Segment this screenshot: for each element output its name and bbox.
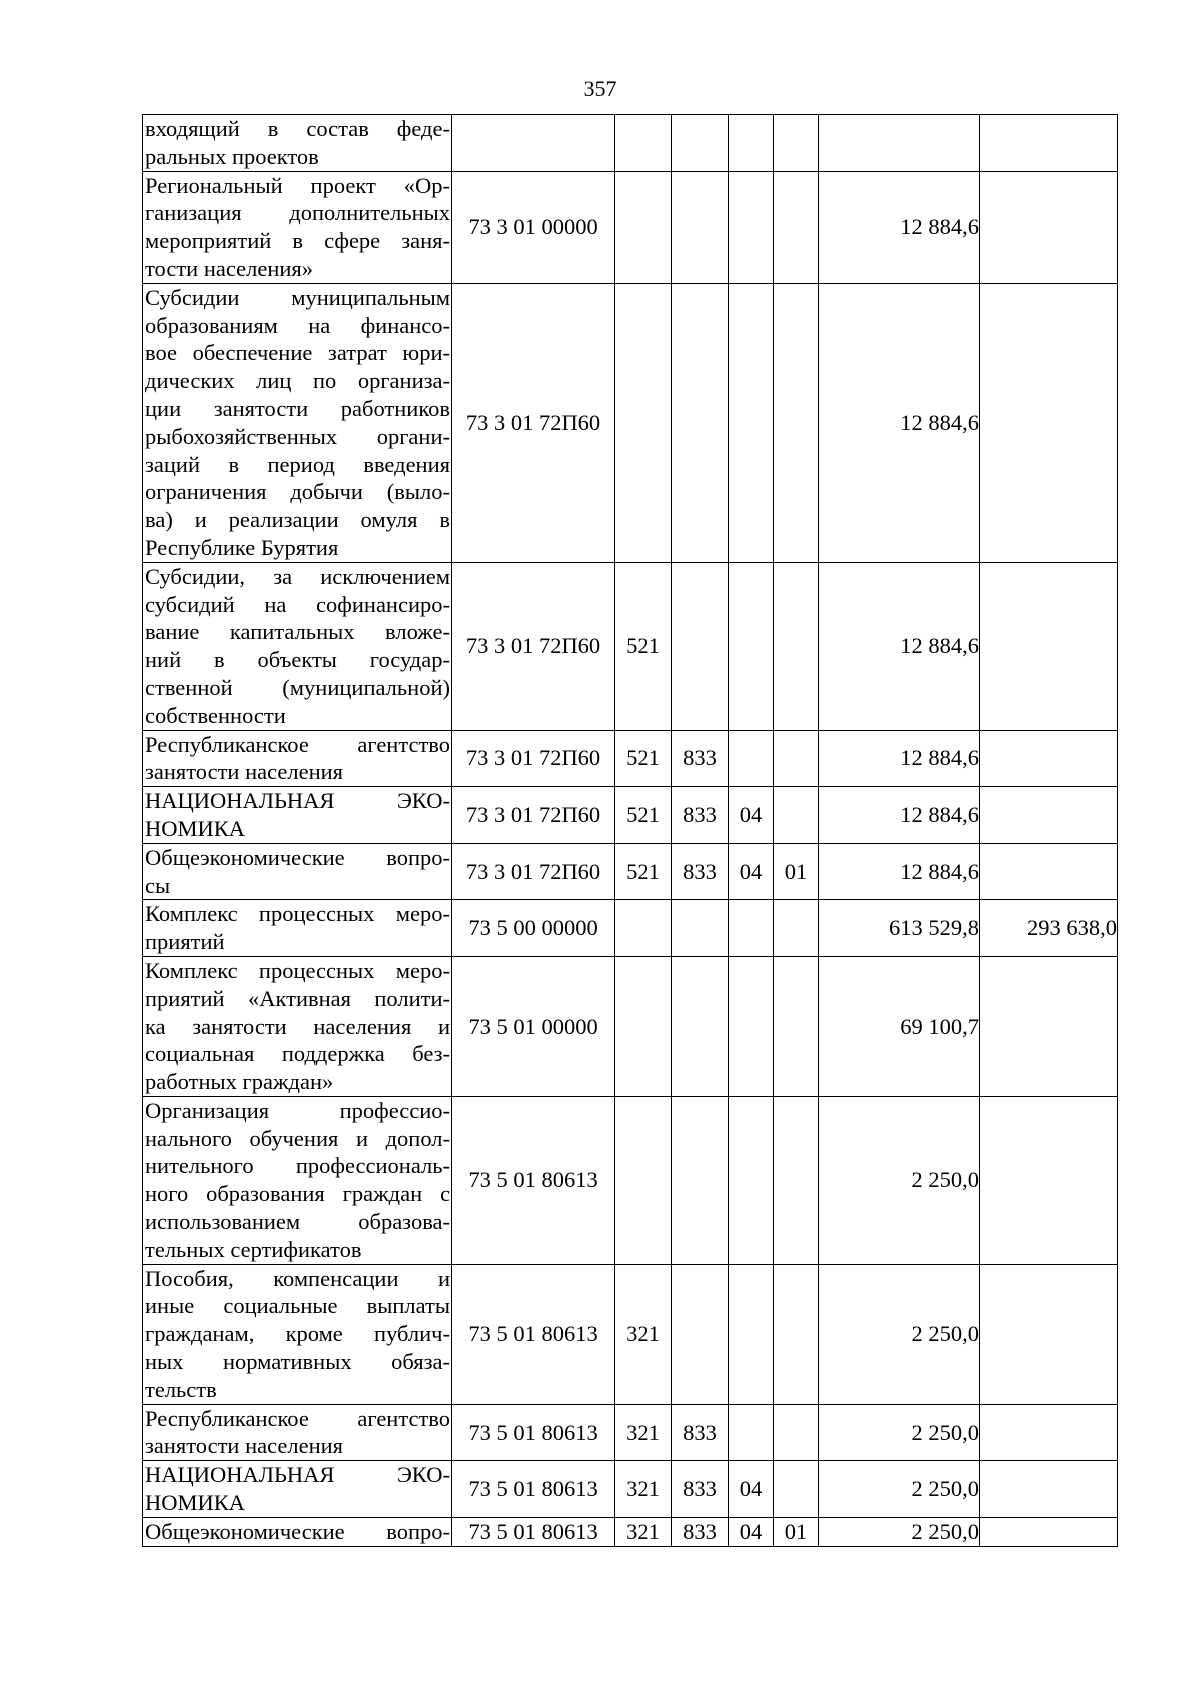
item-name-line: ний в объекты государ- bbox=[145, 647, 450, 673]
item-name-line: Субсидии, за исключением bbox=[145, 563, 450, 589]
item-name-line: ограничения добычи (выло- bbox=[145, 479, 450, 505]
cell-expense-type bbox=[615, 1096, 672, 1264]
cell-item-name bbox=[143, 1461, 452, 1518]
budget-table bbox=[142, 114, 1118, 1547]
item-name-line: НОМИКА bbox=[145, 1490, 246, 1516]
cell-amount-federal: 293 638,0 bbox=[980, 900, 1118, 957]
item-name-line: ного образования граждан с bbox=[145, 1181, 450, 1207]
cell-amount: 12 884,6 bbox=[819, 562, 980, 730]
item-name-line: тельств bbox=[145, 1376, 217, 1402]
item-name-line: Общеэкономические вопро- bbox=[145, 1518, 450, 1544]
cell-amount: 2 250,0 bbox=[819, 1096, 980, 1264]
cell-amount: 12 884,6 bbox=[819, 283, 980, 562]
cell-target-code: 73 3 01 72П60 bbox=[452, 787, 615, 844]
item-name-line: тости населения» bbox=[145, 255, 314, 281]
cell-section bbox=[729, 956, 774, 1096]
cell-target-code: 73 3 01 72П60 bbox=[452, 730, 615, 787]
cell-item-name bbox=[143, 283, 452, 562]
cell-amount bbox=[819, 115, 980, 172]
cell-subsection bbox=[774, 283, 819, 562]
cell-expense-type: 521 bbox=[615, 843, 672, 900]
item-name-line: ции занятости работников bbox=[145, 395, 450, 421]
cell-target-code: 73 5 01 80613 bbox=[452, 1517, 615, 1546]
item-name-line: ва) и реализации омуля в bbox=[145, 507, 450, 533]
cell-amount-federal bbox=[980, 1461, 1118, 1518]
cell-target-code: 73 5 00 00000 bbox=[452, 900, 615, 957]
cell-section: 04 bbox=[729, 843, 774, 900]
item-name-line: собственности bbox=[145, 702, 286, 728]
item-name-line: Комплекс процессных меро- bbox=[145, 901, 450, 927]
cell-amount-federal bbox=[980, 1096, 1118, 1264]
cell-administrator bbox=[672, 115, 729, 172]
table-row bbox=[143, 730, 1118, 787]
cell-target-code bbox=[452, 115, 615, 172]
cell-expense-type: 521 bbox=[615, 562, 672, 730]
cell-subsection bbox=[774, 1096, 819, 1264]
cell-amount: 12 884,6 bbox=[819, 843, 980, 900]
item-name-line: тельных сертификатов bbox=[145, 1236, 362, 1262]
cell-section bbox=[729, 900, 774, 957]
cell-target-code: 73 5 01 80613 bbox=[452, 1404, 615, 1461]
table-row bbox=[143, 171, 1118, 283]
table-row bbox=[143, 843, 1118, 900]
item-name-line: использованием образова- bbox=[145, 1209, 450, 1235]
item-name-line: вое обеспечение затрат юри- bbox=[145, 340, 450, 366]
cell-amount: 12 884,6 bbox=[819, 787, 980, 844]
cell-target-code: 73 5 01 00000 bbox=[452, 956, 615, 1096]
item-name-line: образованиям на финансо- bbox=[145, 312, 450, 338]
cell-subsection bbox=[774, 900, 819, 957]
cell-amount-federal bbox=[980, 956, 1118, 1096]
cell-administrator bbox=[672, 283, 729, 562]
item-name-line: иные социальные выплаты bbox=[145, 1293, 450, 1319]
item-name-line: занятости населения bbox=[145, 759, 344, 785]
cell-section: 04 bbox=[729, 1517, 774, 1546]
cell-item-name bbox=[143, 843, 452, 900]
item-name-line: нительного профессиональ- bbox=[145, 1153, 450, 1179]
cell-item-name bbox=[143, 1404, 452, 1461]
item-name-line: нального обучения и допол- bbox=[145, 1125, 450, 1151]
cell-administrator bbox=[672, 562, 729, 730]
cell-amount-federal bbox=[980, 843, 1118, 900]
cell-administrator: 833 bbox=[672, 843, 729, 900]
cell-subsection bbox=[774, 1264, 819, 1404]
budget-table-body bbox=[143, 115, 1118, 1547]
table-row bbox=[143, 1264, 1118, 1404]
cell-target-code: 73 3 01 72П60 bbox=[452, 283, 615, 562]
cell-subsection bbox=[774, 787, 819, 844]
cell-item-name bbox=[143, 171, 452, 283]
table-row bbox=[143, 1404, 1118, 1461]
cell-section: 04 bbox=[729, 787, 774, 844]
cell-administrator bbox=[672, 1096, 729, 1264]
cell-amount: 2 250,0 bbox=[819, 1461, 980, 1518]
cell-section: 04 bbox=[729, 1461, 774, 1518]
cell-section bbox=[729, 1404, 774, 1461]
cell-expense-type bbox=[615, 115, 672, 172]
cell-item-name bbox=[143, 562, 452, 730]
cell-subsection bbox=[774, 171, 819, 283]
cell-expense-type bbox=[615, 900, 672, 957]
item-name-line: Республике Бурятия bbox=[145, 534, 339, 560]
cell-administrator bbox=[672, 1264, 729, 1404]
item-name-line: НАЦИОНАЛЬНАЯ ЭКО- bbox=[145, 1462, 450, 1488]
item-name-line: гражданам, кроме публич- bbox=[145, 1321, 450, 1347]
cell-item-name bbox=[143, 1517, 452, 1546]
cell-amount: 2 250,0 bbox=[819, 1517, 980, 1546]
cell-target-code: 73 5 01 80613 bbox=[452, 1264, 615, 1404]
cell-target-code: 73 3 01 00000 bbox=[452, 171, 615, 283]
cell-expense-type bbox=[615, 171, 672, 283]
item-name-line: Комплекс процессных меро- bbox=[145, 957, 450, 983]
cell-amount-federal bbox=[980, 115, 1118, 172]
cell-section bbox=[729, 283, 774, 562]
cell-target-code: 73 5 01 80613 bbox=[452, 1461, 615, 1518]
item-name-line: работных граждан» bbox=[145, 1069, 334, 1095]
cell-item-name bbox=[143, 730, 452, 787]
cell-administrator: 833 bbox=[672, 1404, 729, 1461]
cell-amount-federal bbox=[980, 730, 1118, 787]
table-row bbox=[143, 283, 1118, 562]
cell-amount-federal bbox=[980, 1517, 1118, 1546]
table-row bbox=[143, 956, 1118, 1096]
table-row bbox=[143, 1461, 1118, 1518]
cell-target-code: 73 3 01 72П60 bbox=[452, 843, 615, 900]
cell-expense-type: 321 bbox=[615, 1404, 672, 1461]
cell-subsection bbox=[774, 956, 819, 1096]
cell-item-name bbox=[143, 115, 452, 172]
item-name-line: дических лиц по организа- bbox=[145, 368, 450, 394]
item-name-line: субсидий на софинансиро- bbox=[145, 591, 450, 617]
cell-section bbox=[729, 171, 774, 283]
cell-expense-type bbox=[615, 956, 672, 1096]
cell-amount-federal bbox=[980, 171, 1118, 283]
item-name-line: ка занятости населения и bbox=[145, 1013, 450, 1039]
item-name-line: ральных проектов bbox=[145, 143, 319, 169]
item-name-line: сы bbox=[145, 872, 171, 898]
cell-amount-federal bbox=[980, 1404, 1118, 1461]
item-name-line: Субсидии муниципальным bbox=[145, 284, 450, 310]
cell-administrator bbox=[672, 900, 729, 957]
item-name-line: входящий в состав феде- bbox=[145, 116, 450, 141]
cell-expense-type bbox=[615, 283, 672, 562]
cell-subsection bbox=[774, 730, 819, 787]
cell-amount: 613 529,8 bbox=[819, 900, 980, 957]
item-name-line: Республиканское агентство bbox=[145, 731, 450, 757]
cell-subsection bbox=[774, 115, 819, 172]
cell-expense-type: 521 bbox=[615, 730, 672, 787]
page-number: 357 bbox=[583, 76, 617, 101]
cell-expense-type: 521 bbox=[615, 787, 672, 844]
cell-amount-federal bbox=[980, 562, 1118, 730]
item-name-line: вание капитальных вложе- bbox=[145, 619, 450, 645]
cell-amount: 12 884,6 bbox=[819, 171, 980, 283]
item-name-line: ганизация дополнительных bbox=[145, 200, 450, 226]
item-name-line: ственной (муниципальной) bbox=[145, 674, 450, 700]
cell-administrator: 833 bbox=[672, 730, 729, 787]
item-name-line: приятий bbox=[145, 929, 225, 955]
item-name-line: Общеэкономические вопро- bbox=[145, 844, 450, 870]
cell-subsection bbox=[774, 1404, 819, 1461]
table-row bbox=[143, 1096, 1118, 1264]
cell-amount: 2 250,0 bbox=[819, 1264, 980, 1404]
cell-amount-federal bbox=[980, 787, 1118, 844]
cell-expense-type: 321 bbox=[615, 1264, 672, 1404]
item-name-line: социальная поддержка без- bbox=[145, 1041, 450, 1067]
item-name-line: приятий «Активная полити- bbox=[145, 985, 450, 1011]
table-row bbox=[143, 900, 1118, 957]
item-name-line: НОМИКА bbox=[145, 815, 246, 841]
item-name-line: Организация профессио- bbox=[145, 1097, 450, 1123]
item-name-line: рыбохозяйственных органи- bbox=[145, 423, 450, 449]
cell-section bbox=[729, 115, 774, 172]
cell-subsection: 01 bbox=[774, 1517, 819, 1546]
cell-target-code: 73 3 01 72П60 bbox=[452, 562, 615, 730]
cell-administrator bbox=[672, 956, 729, 1096]
cell-section bbox=[729, 730, 774, 787]
item-name-line: занятости населения bbox=[145, 1433, 344, 1459]
cell-amount: 69 100,7 bbox=[819, 956, 980, 1096]
cell-administrator: 833 bbox=[672, 1461, 729, 1518]
cell-administrator: 833 bbox=[672, 1517, 729, 1546]
item-name-line: заций в период введения bbox=[145, 451, 450, 477]
cell-administrator bbox=[672, 171, 729, 283]
cell-amount-federal bbox=[980, 283, 1118, 562]
cell-item-name bbox=[143, 1264, 452, 1404]
cell-expense-type: 321 bbox=[615, 1461, 672, 1518]
cell-subsection: 01 bbox=[774, 843, 819, 900]
cell-section bbox=[729, 562, 774, 730]
cell-subsection bbox=[774, 562, 819, 730]
item-name-line: Региональный проект «Ор- bbox=[145, 172, 450, 198]
item-name-line: Республиканское агентство bbox=[145, 1405, 450, 1431]
cell-section bbox=[729, 1264, 774, 1404]
cell-amount: 12 884,6 bbox=[819, 730, 980, 787]
cell-item-name bbox=[143, 1096, 452, 1264]
item-name-line: мероприятий в сфере заня- bbox=[145, 228, 450, 254]
cell-amount-federal bbox=[980, 1264, 1118, 1404]
cell-target-code: 73 5 01 80613 bbox=[452, 1096, 615, 1264]
cell-expense-type: 321 bbox=[615, 1517, 672, 1546]
cell-subsection bbox=[774, 1461, 819, 1518]
cell-item-name bbox=[143, 956, 452, 1096]
cell-item-name bbox=[143, 900, 452, 957]
table-row bbox=[143, 787, 1118, 844]
cell-administrator: 833 bbox=[672, 787, 729, 844]
cell-item-name bbox=[143, 787, 452, 844]
item-name-line: ных нормативных обяза- bbox=[145, 1349, 450, 1375]
cell-amount: 2 250,0 bbox=[819, 1404, 980, 1461]
item-name-line: НАЦИОНАЛЬНАЯ ЭКО- bbox=[145, 788, 450, 814]
cell-section bbox=[729, 1096, 774, 1264]
item-name-line: Пособия, компенсации и bbox=[145, 1265, 450, 1291]
table-row bbox=[143, 115, 1118, 172]
table-row bbox=[143, 1517, 1118, 1546]
table-row bbox=[143, 562, 1118, 730]
